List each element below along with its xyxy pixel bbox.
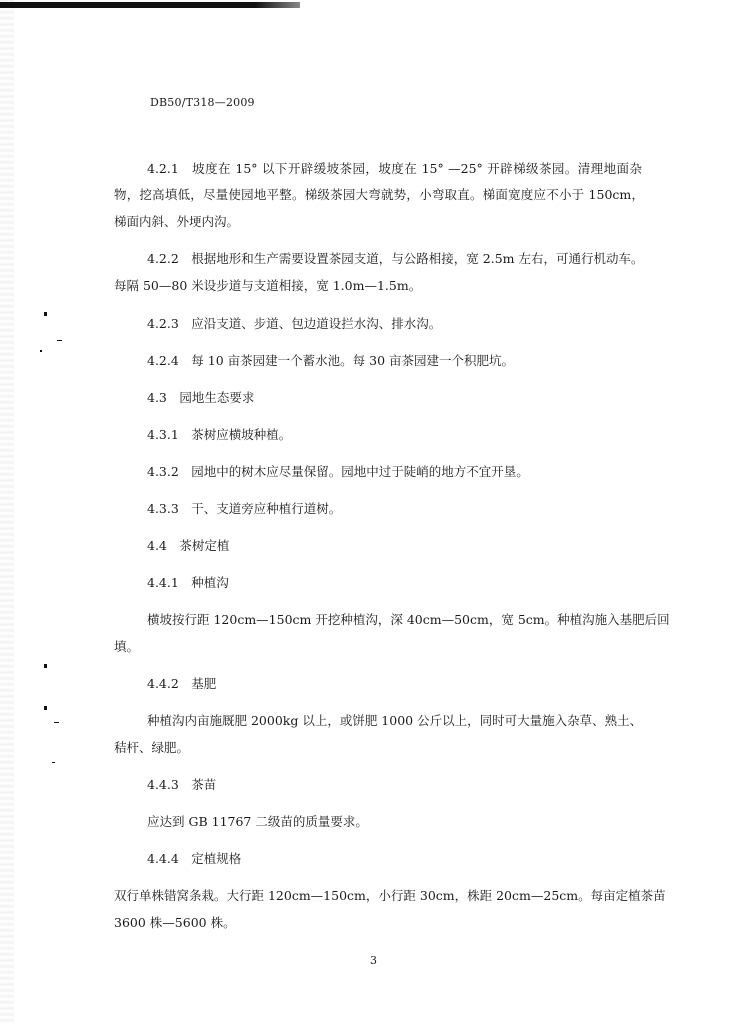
- document-code: DB50/T318—2009: [150, 96, 255, 109]
- clause-4-4-3-heading: 4.4.3 茶苗: [147, 777, 217, 792]
- scan-top-bar: [0, 2, 300, 8]
- scan-speck: [44, 664, 47, 668]
- clause-4-3-2: 4.3.2 园地中的树木应尽量保留。园地中过于陡峭的地方不宜开垦。: [147, 464, 529, 479]
- clause-4-2-2-line-1: 4.2.2 根据地形和生产需要设置茶园支道，与公路相接，宽 2.5m 左右，可通行机动车。: [147, 251, 644, 266]
- scan-speck: [44, 312, 47, 316]
- clause-4-2-1-line-2: 物，挖高填低，尽量使园地平整。梯级茶园大弯就势，小弯取直。梯面宽度应不小于 150cm，: [114, 187, 644, 202]
- clause-4-4-1-line-2: 填。: [114, 639, 140, 654]
- clause-4-2-4: 4.2.4 每 10 亩茶园建一个蓄水池。每 30 亩茶园建一个积肥坑。: [147, 353, 515, 368]
- scan-speck: [52, 762, 55, 763]
- clause-4-4-2-line-2: 秸杆、绿肥。: [114, 740, 190, 755]
- clause-4-3-1: 4.3.1 茶树应横坡种植。: [147, 427, 292, 442]
- clause-4-4-4-heading: 4.4.4 定植规格: [147, 851, 242, 866]
- section-4-4-heading: 4.4 茶树定植: [147, 538, 230, 553]
- clause-4-2-1-line-3: 梯面内斜、外埂内沟。: [114, 214, 240, 229]
- clause-4-4-2-heading: 4.4.2 基肥: [147, 676, 217, 691]
- scan-speck: [44, 706, 47, 710]
- clause-4-4-1-line-1: 横坡按行距 120cm—150cm 开挖种植沟，深 40cm—50cm，宽 5cm。种植沟施入基肥后回: [147, 612, 670, 627]
- scan-left-edge: [0, 0, 14, 1024]
- clause-4-4-3-text: 应达到 GB 11767 二级苗的质量要求。: [147, 814, 368, 829]
- section-4-3-heading: 4.3 园地生态要求: [147, 390, 255, 405]
- clause-4-4-4-line-1: 双行单株错窝条栽。大行距 120cm—150cm，小行距 30cm，株距 20cm—25cm。每亩定植茶苗: [114, 888, 666, 903]
- page-number: 3: [370, 954, 377, 967]
- clause-4-4-2-line-1: 种植沟内亩施厩肥 2000kg 以上，或饼肥 1000 公斤以上，同时可大量施入杂草、熟土、: [147, 713, 643, 728]
- clause-4-2-3: 4.2.3 应沿支道、步道、包边道设拦水沟、排水沟。: [147, 316, 442, 331]
- clause-4-4-1-heading: 4.4.1 种植沟: [147, 575, 229, 590]
- clause-4-4-4-line-2: 3600 株—5600 株。: [114, 915, 236, 930]
- clause-4-2-1-line-1: 4.2.1 坡度在 15° 以下开辟缓坡茶园，坡度在 15° —25° 开辟梯级茶园。清理地面杂: [147, 161, 642, 176]
- scan-speck: [40, 350, 42, 352]
- scan-speck: [54, 722, 59, 723]
- clause-4-3-3: 4.3.3 干、支道旁应种植行道树。: [147, 501, 342, 516]
- clause-4-2-2-line-2: 每隔 50—80 米设步道与支道相接，宽 1.0m—1.5m。: [114, 278, 422, 293]
- scan-speck: [57, 340, 62, 341]
